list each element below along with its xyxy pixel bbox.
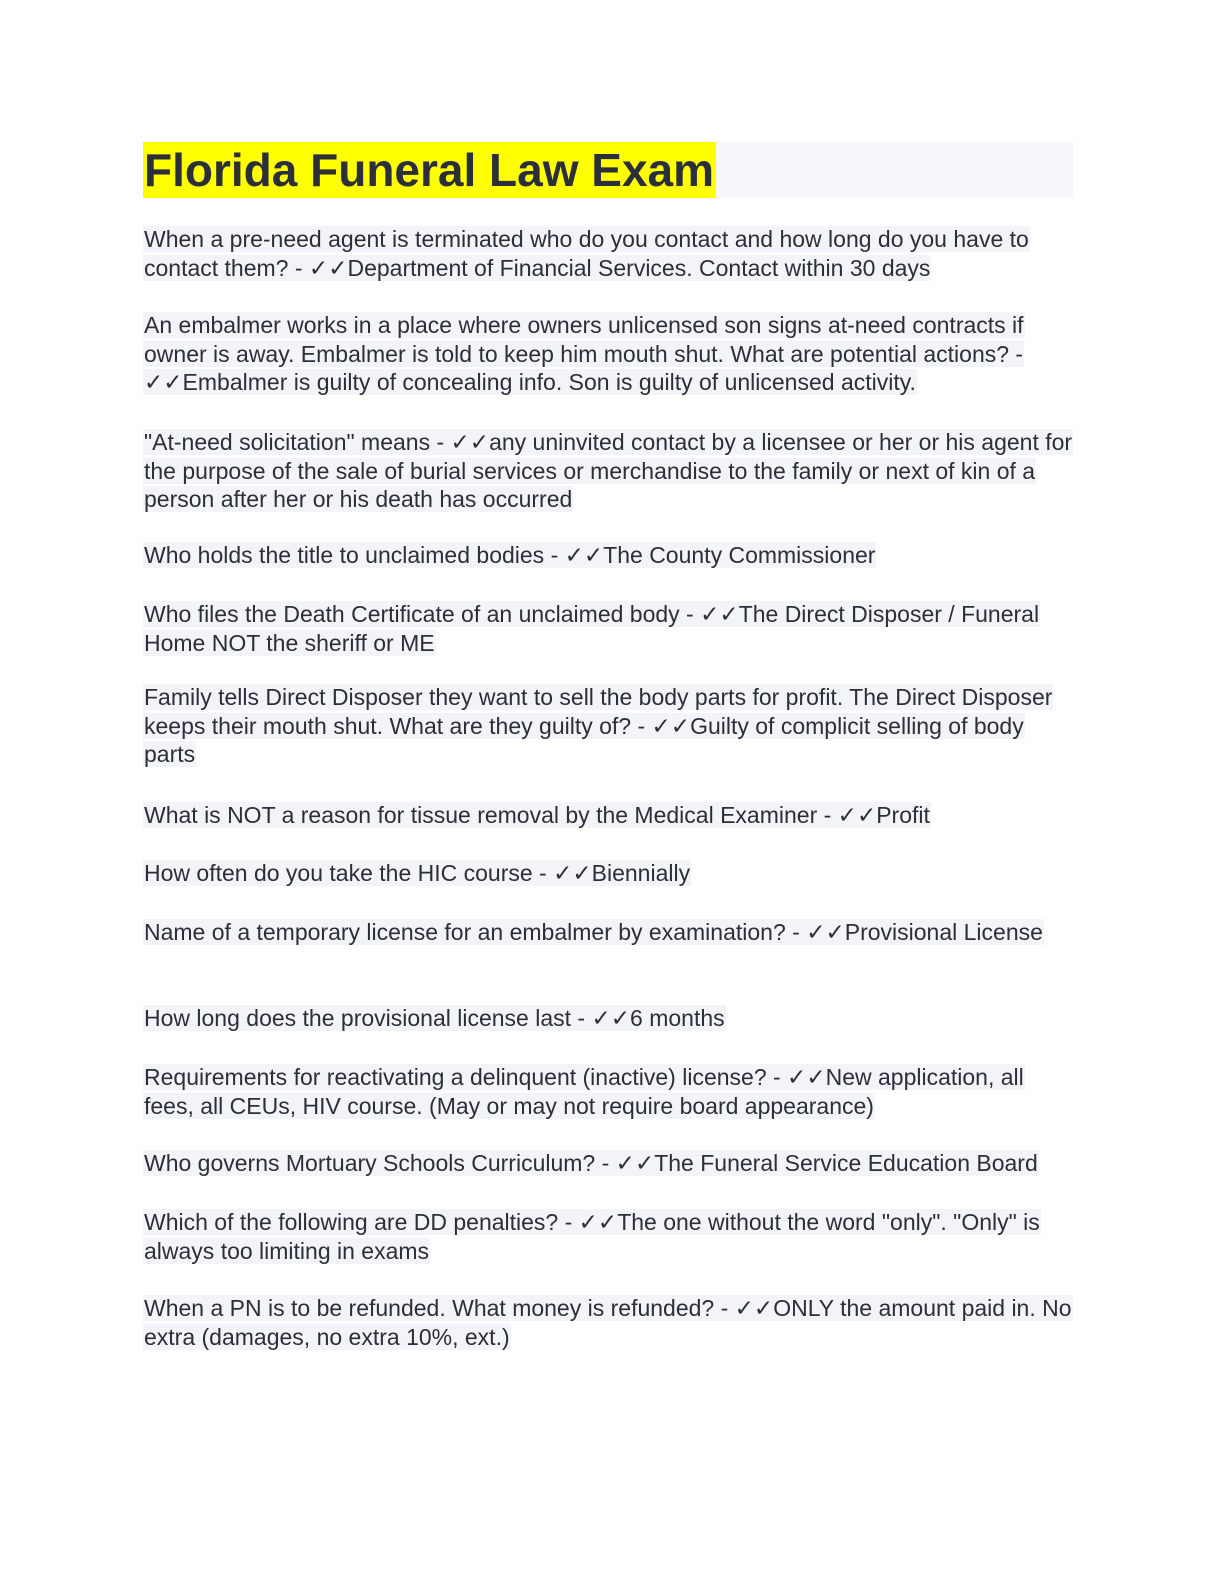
answer-text: Guilty of complicit selling of body parts [144, 712, 1024, 767]
qa-item [143, 1063, 1073, 1120]
qa-item [143, 1294, 1073, 1351]
qa-item [143, 311, 1073, 397]
answer-text: The Direct Disposer / Funeral Home NOT the sheriff or ME [144, 601, 1040, 656]
answer-text: Biennially [591, 860, 691, 886]
question-text: Which of the following are DD penalties? - [144, 1209, 579, 1235]
question-text: How long does the provisional license last - [144, 1005, 592, 1031]
check-icon: ✓✓ [806, 919, 845, 945]
check-icon: ✓✓ [578, 1209, 618, 1235]
check-icon: ✓✓ [837, 802, 877, 828]
qa-item [143, 801, 1073, 830]
question-text: Who holds the title to unclaimed bodies - [144, 542, 565, 568]
check-icon: ✓✓ [700, 601, 739, 627]
answer-text: Department of Financial Services. Contact within 30 days [347, 254, 931, 281]
check-icon: ✓✓ [615, 1150, 655, 1176]
qa-highlight [143, 860, 691, 886]
check-icon: ✓✓ [308, 254, 348, 281]
answer-text: The one without the word "only". "Only" is always too limiting in exams [144, 1209, 1040, 1264]
question-text: Family tells Direct Disposer they want to sell the body parts for profit. The Direct Disposer keeps their mouth shut. What are they guilty of? - [144, 684, 1053, 739]
check-icon: ✓✓ [144, 369, 183, 395]
page-title: Florida Funeral Law Exam [144, 144, 715, 196]
question-text: Who governs Mortuary Schools Curriculum? - [144, 1150, 616, 1176]
qa-highlight [143, 684, 1053, 767]
qa-highlight [143, 1005, 726, 1031]
qa-highlight [143, 919, 1044, 945]
question-text: How often do you take the HIC course - [144, 860, 554, 886]
answer-text: Provisional License [844, 919, 1043, 945]
qa-item [143, 541, 1073, 570]
qa-highlight [143, 542, 876, 568]
question-text: What is NOT a reason for tissue removal by the Medical Examiner - [144, 802, 838, 828]
qa-item [143, 225, 1073, 282]
answer-text: Profit [876, 802, 930, 828]
qa-item [143, 1149, 1073, 1178]
qa-item [143, 1004, 1073, 1033]
qa-item [143, 683, 1073, 769]
question-text: "At-need solicitation" means - [144, 429, 451, 455]
answer-text: any uninvited contact by a licensee or her or his agent for the purpose of the sale of burial services or merchandise to the family or next of kin of a person after her or his death has occurred [144, 429, 1073, 512]
question-text: Who files the Death Certificate of an unclaimed body - [144, 601, 701, 627]
question-text: Name of a temporary license for an embalmer by examination? - [144, 919, 807, 945]
qa-item [143, 918, 1073, 947]
answer-text: 6 months [630, 1005, 725, 1031]
check-icon: ✓✓ [591, 1005, 631, 1031]
qa-item [143, 428, 1073, 514]
answer-text: The County Commissioner [603, 542, 876, 568]
qa-item [143, 600, 1073, 657]
qa-item [143, 1208, 1073, 1265]
answer-text: The Funeral Service Education Board [654, 1150, 1038, 1176]
qa-highlight [143, 429, 1073, 512]
qa-highlight [143, 1209, 1041, 1264]
answer-text: ONLY the amount paid in. No extra (damages, no extra 10%, ext.) [144, 1295, 1072, 1350]
check-icon: ✓✓ [651, 712, 691, 739]
answer-text: Embalmer is guilty of concealing info. Son is guilty of unlicensed activity. [182, 369, 916, 395]
question-text: When a pre-need agent is terminated who do you contact and how long do you have to contact them? - [144, 226, 1029, 281]
check-icon: ✓✓ [450, 429, 490, 455]
qa-highlight [143, 1295, 1073, 1350]
qa-item [143, 859, 1073, 888]
qa-highlight [143, 601, 1040, 656]
qa-highlight [143, 802, 931, 828]
qa-highlight [143, 1150, 1039, 1176]
question-text: Requirements for reactivating a delinquent (inactive) license? - [144, 1064, 788, 1090]
check-icon: ✓✓ [553, 860, 592, 886]
answer-text: New application, all fees, all CEUs, HIV course. (May or may not require board appearance) [144, 1064, 1024, 1119]
question-text: An embalmer works in a place where owners unlicensed son signs at-need contracts if owner is away. Embalmer is told to keep him mouth shut. What are potential actions? - [144, 312, 1024, 367]
check-icon: ✓✓ [734, 1295, 774, 1321]
qa-highlight [143, 1064, 1025, 1119]
check-icon: ✓✓ [787, 1064, 826, 1090]
qa-highlight [143, 226, 1030, 281]
qa-highlight [143, 312, 1025, 395]
check-icon: ✓✓ [564, 542, 604, 568]
question-text: When a PN is to be refunded. What money is refunded? - [144, 1295, 735, 1321]
